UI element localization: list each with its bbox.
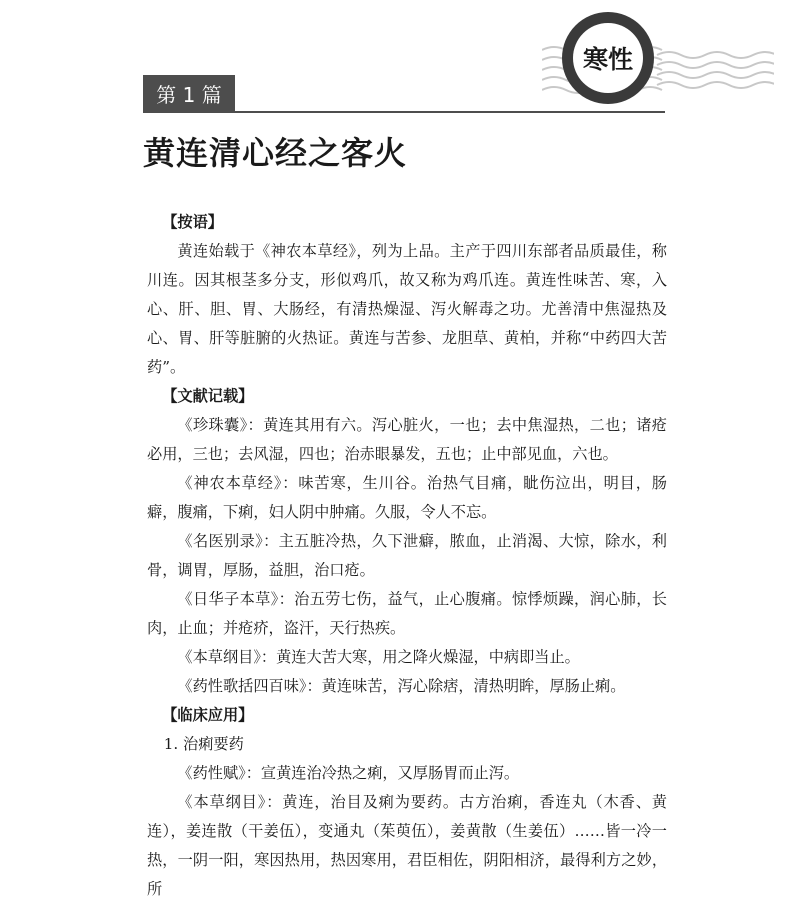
paragraph: 《药性赋》：宣黄连治冷热之痢，又厚肠胃而止泻。: [177, 764, 520, 782]
paragraph: 《神农本草经》：味苦寒，生川谷。治热气目痛，眦伤泣出，明目，肠癖，腹痛，下痢，妇人阴中肿痛。久服，令人不忘。: [147, 474, 667, 521]
section-heading-clinical: 【临床应用】: [162, 706, 254, 724]
subheading: 1. 治痢要药: [163, 735, 244, 753]
section-heading-literature: 【文献记载】: [162, 387, 254, 405]
paragraph: 《药性歌括四百味》：黄连味苦，泻心除痞，清热明眸，厚肠止痢。: [177, 677, 626, 695]
paragraph: 《日华子本草》：治五劳七伤，益气，止心腹痛。惊悸烦躁，润心肺，长肉，止血；并疮疥，盗汗，天行热疾。: [147, 590, 667, 637]
page-title: 黄连清心经之客火: [143, 134, 408, 172]
badge-label: 寒性: [573, 23, 643, 93]
chapter-label: 第 1 篇: [143, 75, 235, 111]
paragraph: 《名医别录》：主五脏冷热，久下泄癖，脓血，止消渴、大惊，除水，利骨，调胃，厚肠，益胆，治口疮。: [147, 532, 667, 579]
paragraph: 《本草纲目》：黄连，治目及痢为要药。古方治痢，香连丸（木香、黄连），姜连散（干姜伍），变通丸（茱萸伍），姜黄散（生姜伍）……皆一冷一热，一阴一阳，寒因热用，热因寒用，君臣相佐，阴阳相济，最得利方之妙，所: [147, 793, 667, 898]
paragraph: 《珍珠囊》：黄连其用有六。泻心脏火，一也；去中焦湿热，二也；诸疮必用，三也；去风湿，四也；治赤眼暴发，五也；止中部见血，六也。: [147, 416, 667, 463]
paragraph: 黄连始载于《神农本草经》，列为上品。主产于四川东部者品质最佳，称川连。因其根茎多分支，形似鸡爪，故又称为鸡爪连。黄连性味苦、寒，入心、肝、胆、胃、大肠经，有清热燥湿、泻火解毒之功。尤善清中焦湿热及心、胃、肝等脏腑的火热证。黄连与苦参、龙胆草、黄柏，并称“中药四大苦药”。: [147, 242, 667, 376]
chapter-divider: [143, 111, 665, 113]
paragraph: 《本草纲目》：黄连大苦大寒，用之降火燥湿，中病即当止。: [177, 648, 580, 666]
cold-nature-badge: [562, 12, 654, 104]
section-heading-notes: 【按语】: [162, 213, 223, 231]
